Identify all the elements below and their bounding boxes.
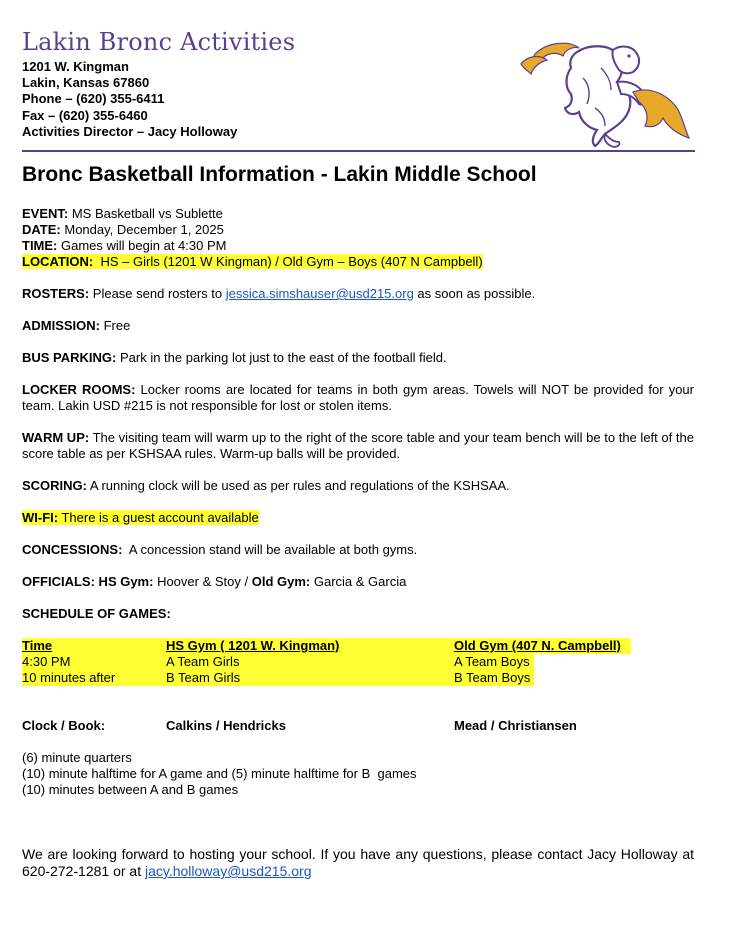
bronc-mascot-icon: [517, 38, 692, 150]
address-street: 1201 W. Kingman: [22, 59, 129, 74]
rosters-email-link[interactable]: jessica.simshauser@usd215.org: [225, 286, 414, 301]
header-divider: [22, 150, 695, 152]
note-between-games: (10) minutes between A and B games: [22, 782, 239, 797]
table-row: 4:30 PM A Team Girls A Team Boys: [22, 654, 530, 669]
address-director: Activities Director – Jacy Holloway: [22, 123, 238, 139]
clock-book-label: Clock / Book:: [22, 718, 106, 733]
schedule-col-hs-gym: HS Gym ( 1201 W. Kingman): [166, 638, 340, 653]
bus-parking-line: BUS PARKING: Park in the parking lot just to the east of the football field.: [22, 350, 447, 365]
page-title: Bronc Basketball Information - Lakin Middle School: [22, 163, 537, 186]
warm-up-paragraph: WARM UP: The visiting team will warm up to the right of the score table and your team bench will be to the left of the score table as per KSHSAA rules. Warm-up balls will be provided.: [22, 430, 694, 461]
brand-title: Lakin Bronc Activities: [22, 28, 296, 56]
event-line: EVENT: MS Basketball vs Sublette: [22, 206, 223, 221]
location-line: LOCATION: HS – Girls (1201 W Kingman) / Old Gym – Boys (407 N Campbell): [22, 254, 483, 269]
time-line: TIME: Games will begin at 4:30 PM: [22, 238, 227, 253]
clock-book-row: [22, 718, 694, 734]
note-quarters: (6) minute quarters: [22, 750, 132, 765]
officials-line: OFFICIALS: HS Gym: Hoover & Stoy / Old Gym: Garcia & Garcia: [22, 574, 407, 589]
document-body: [22, 206, 694, 880]
note-halftime: (10) minute halftime for A game and (5) minute halftime for B games: [22, 766, 417, 781]
schedule-heading: SCHEDULE OF GAMES:: [22, 606, 171, 621]
address-phone: Phone – (620) 355-6411: [22, 91, 165, 107]
schedule-col-time: Time: [22, 638, 53, 653]
scoring-line: SCORING: A running clock will be used as per rules and regulations of the KSHSAA.: [22, 478, 510, 493]
contact-email-link[interactable]: jacy.holloway@usd215.org: [144, 863, 312, 879]
clock-book-hs: Calkins / Hendricks: [166, 718, 286, 733]
clock-book-old: Mead / Christiansen: [454, 718, 577, 733]
closing-paragraph: We are looking forward to hosting your school. If you have any questions, please contact Jacy Holloway at 620-272-1281 or at jacy.holloway@usd215.org: [22, 846, 694, 879]
schedule-table: [22, 638, 694, 686]
address-city: Lakin, Kansas 67860: [22, 75, 150, 91]
date-line: DATE: Monday, December 1, 2025: [22, 222, 224, 237]
address-fax: Fax – (620) 355-6460: [22, 107, 148, 123]
schedule-header-row: [22, 638, 694, 654]
table-row: 10 minutes after B Team Girls B Team Boys: [22, 670, 531, 685]
wifi-line: WI-FI: There is a guest account available: [22, 510, 259, 525]
admission-line: ADMISSION: Free: [22, 318, 131, 333]
rosters-line: ROSTERS: Please send rosters to jessica.simshauser@usd215.org as soon as possible.: [22, 286, 536, 301]
address-block: [22, 59, 237, 140]
schedule-col-old-gym: Old Gym (407 N. Campbell): [454, 638, 621, 653]
locker-rooms-paragraph: LOCKER ROOMS: Locker rooms are located for teams in both gym areas. Towels will NOT be provided for your team. Lakin USD #215 is not responsible for lost or stolen items.: [22, 382, 694, 413]
concessions-line: CONCESSIONS: A concession stand will be available at both gyms.: [22, 542, 418, 557]
